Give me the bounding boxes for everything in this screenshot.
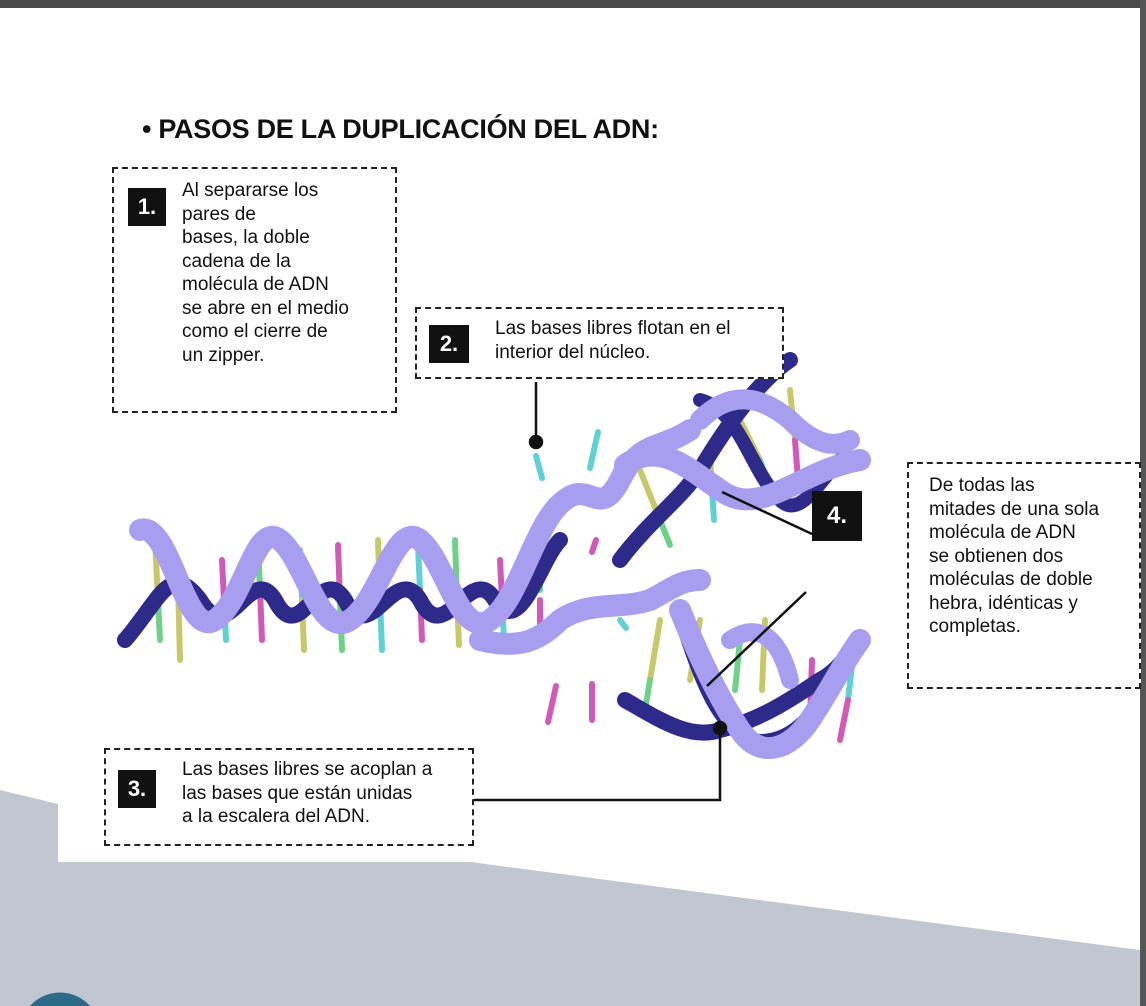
step-2-text: Las bases libres flotan en el interior del núcleo. (495, 318, 731, 363)
step-1-text: Al separarse los pares de bases, la doble cadena de la molécula de ADN se abre en el medio como el cierre de un zipper. (182, 180, 349, 366)
step-3-number: 3. (118, 770, 156, 808)
step-1-number: 1. (128, 188, 166, 226)
step-3-text: Las bases libres se acoplan a las bases que están unidas a la escalera del ADN. (182, 759, 433, 827)
step-3-box (104, 748, 474, 846)
page-title: • PASOS DE LA DUPLICACIÓN DEL ADN: (142, 114, 659, 144)
step-2-box (415, 307, 784, 379)
step-1-box (112, 167, 397, 413)
step-4-number: 4. (812, 491, 862, 541)
step-4-box (907, 462, 1141, 689)
step-4-text: De todas las mitades de una sola molécula de ADN se obtienen dos moléculas de doble hebra, idénticas y completas. (929, 475, 1100, 637)
step-2-number: 2. (429, 325, 469, 363)
lower-daughter-helix (625, 610, 860, 748)
